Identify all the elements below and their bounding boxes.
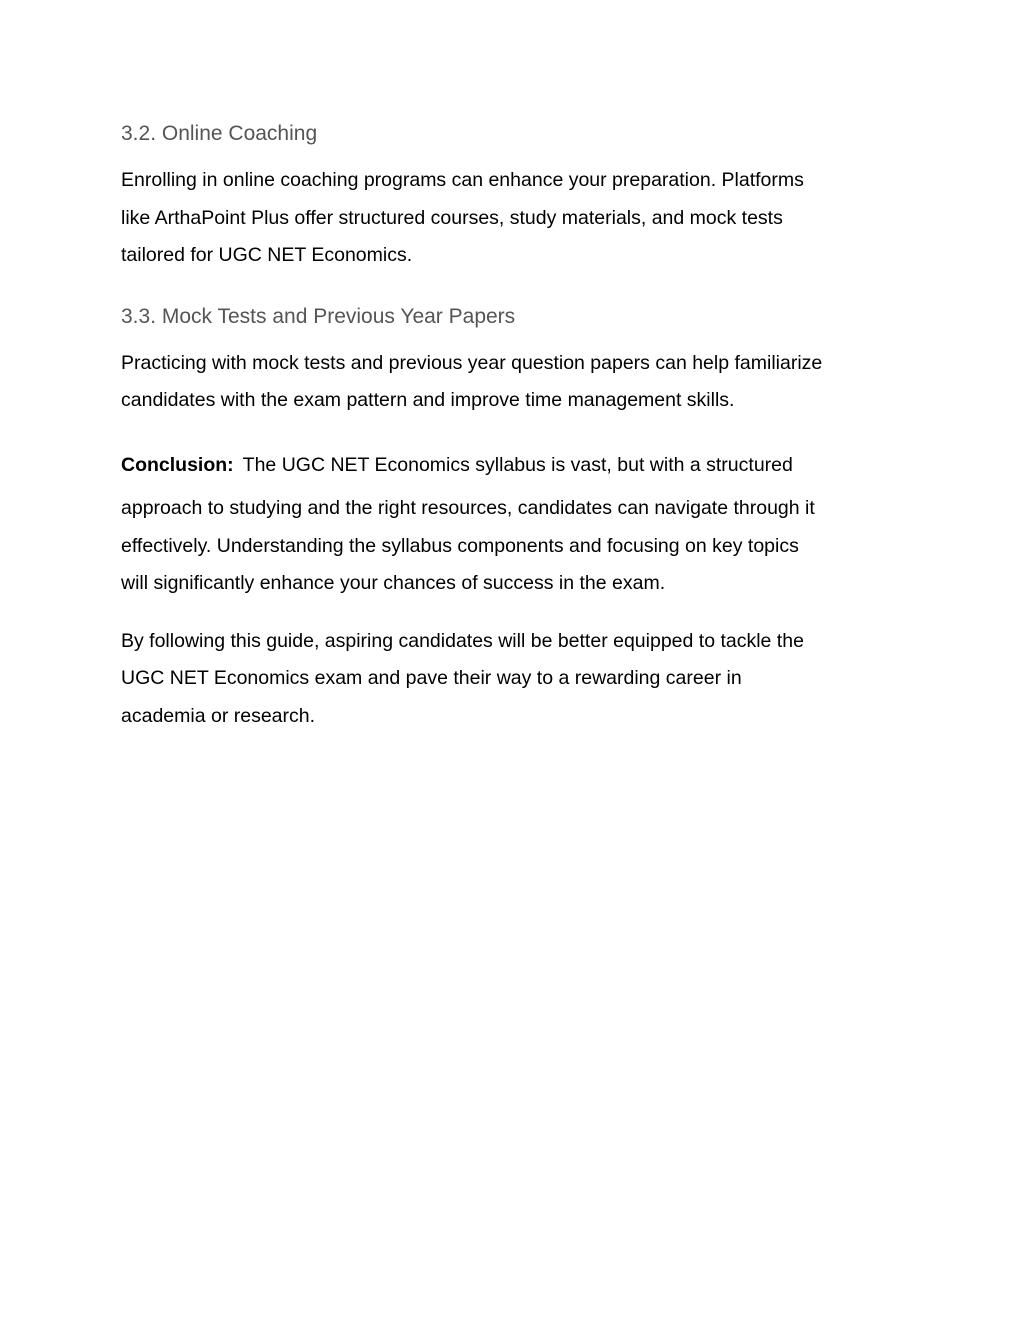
document-page xyxy=(121,118,921,735)
conclusion-paragraph xyxy=(121,447,921,485)
conclusion-paragraph-continued xyxy=(121,490,921,603)
section-heading-mock-tests: 3.3. Mock Tests and Previous Year Papers xyxy=(121,304,516,328)
text-line: effectively. Understanding the syllabus components and focusing on key topics xyxy=(121,534,799,557)
text-line: UGC NET Economics exam and pave their way to a rewarding career in xyxy=(121,667,742,689)
conclusion-first-line: The UGC NET Economics syllabus is vast, but with a structured xyxy=(242,453,793,476)
paragraph-online-coaching xyxy=(121,162,921,275)
text-line: academia or research. xyxy=(121,704,316,727)
conclusion-label: Conclusion: xyxy=(121,453,234,476)
paragraph-mock-tests xyxy=(121,345,921,420)
text-line: By following this guide, aspiring candidates will be better equipped to tackle the xyxy=(121,629,804,652)
text-line: will significantly enhance your chances of success in the exam. xyxy=(121,572,666,594)
text-line: Enrolling in online coaching programs can enhance your preparation. Platforms xyxy=(121,169,804,191)
text-line: tailored for UGC NET Economics. xyxy=(121,244,413,266)
closing-paragraph xyxy=(121,623,921,736)
section-heading-online-coaching: 3.2. Online Coaching xyxy=(121,122,318,145)
text-line: approach to studying and the right resources, candidates can navigate through it xyxy=(121,497,815,519)
text-line: like ArthaPoint Plus offer structured courses, study materials, and mock tests xyxy=(121,206,783,229)
text-line: candidates with the exam pattern and improve time management skills. xyxy=(121,389,735,411)
text-line: Practicing with mock tests and previous year question papers can help familiarize xyxy=(121,351,823,374)
